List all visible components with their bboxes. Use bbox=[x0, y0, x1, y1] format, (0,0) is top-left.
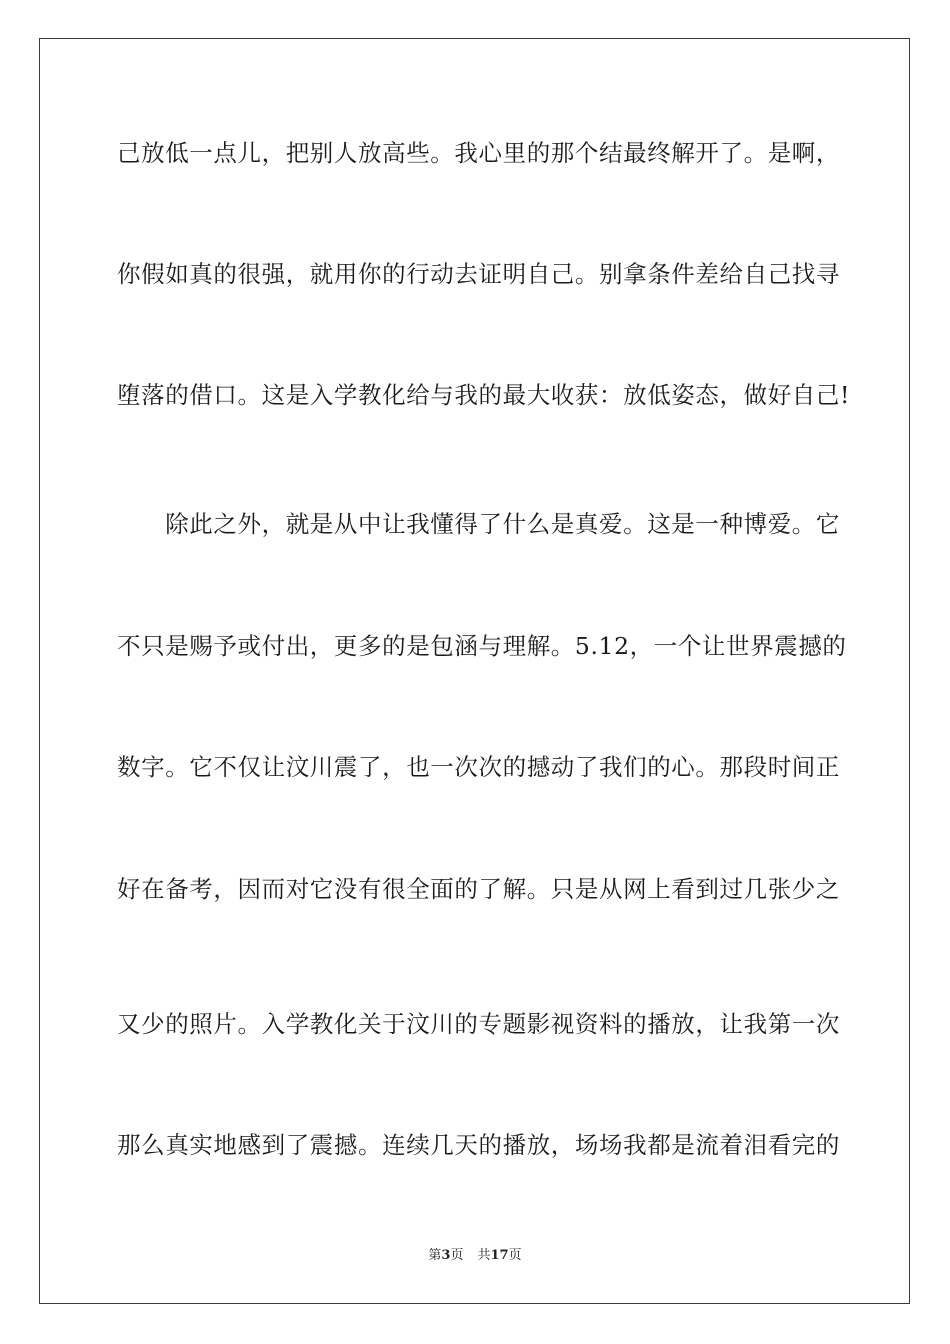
text-line-3: 堕落的借口。这是入学教化给与我的最大收获：放低姿态，做好自己! bbox=[117, 381, 851, 409]
text-line-7: 好在备考，因而对它没有很全面的了解。只是从网上看到过几张少之 bbox=[117, 875, 840, 903]
page-border bbox=[39, 38, 910, 1304]
page-footer bbox=[0, 1247, 950, 1265]
page-number: 3 bbox=[441, 1248, 451, 1263]
text-line-1: 己放低一点儿，把别人放高些。我心里的那个结最终解开了。是啊， bbox=[117, 139, 840, 167]
text-line-4: 除此之外，就是从中让我懂得了什么是真爱。这是一种博爱。它 bbox=[117, 510, 840, 538]
page-label: 第3页 bbox=[428, 1248, 464, 1263]
total-pages: 17 bbox=[490, 1248, 509, 1263]
text-line-2: 你假如真的很强，就用你的行动去证明自己。别拿条件差给自己找寻 bbox=[117, 260, 840, 288]
text-line-8: 又少的照片。入学教化关于汶川的专题影视资料的播放，让我第一次 bbox=[117, 1010, 840, 1038]
total-pages-label: 共17页 bbox=[477, 1248, 522, 1263]
text-line-5: 不只是赐予或付出，更多的是包涵与理解。5.12，一个让世界震撼的 bbox=[117, 632, 847, 660]
text-line-9: 那么真实地感到了震撼。连续几天的播放，场场我都是流着泪看完的 bbox=[117, 1131, 840, 1159]
text-line-6: 数字。它不仅让汶川震了，也一次次的撼动了我们的心。那段时间正 bbox=[117, 753, 840, 781]
